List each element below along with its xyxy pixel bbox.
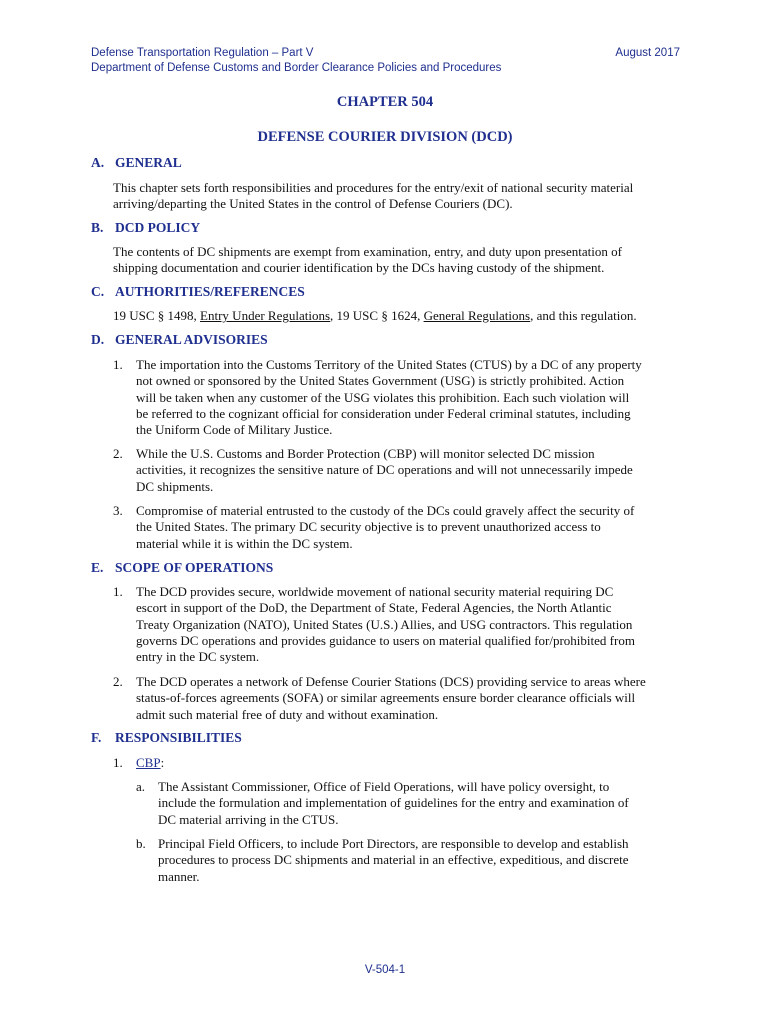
section-f-heading [91, 730, 242, 746]
list-number: 3. [113, 503, 123, 518]
text-line: admit such material free of duty and without examination. [136, 706, 439, 722]
text-line: include the formulation and implementation of guidelines for the entry and examination of [158, 795, 629, 811]
text-line: the Uniform Code of Military Justice. [136, 422, 333, 438]
text-line: The importation into the Customs Territory of the United States (CTUS) by a DC of any property [136, 357, 642, 372]
text-line: The DCD operates a network of Defense Courier Stations (DCS) providing service to areas where [136, 674, 646, 689]
section-c-heading [91, 284, 305, 300]
responsibility-subitem [158, 779, 629, 828]
text-line: the United States. The primary DC security objective is to prevent unauthorized access to [136, 519, 601, 535]
text-line: DC material arriving in the CTUS. [158, 811, 339, 827]
section-title: SCOPE OF OPERATIONS [115, 560, 274, 575]
header-date: August 2017 [615, 47, 680, 59]
text-line: DC shipments. [136, 478, 214, 494]
text-fragment: : [160, 755, 165, 770]
section-title: AUTHORITIES/REFERENCES [115, 284, 305, 299]
text-fragment: 19 USC § 1498, [113, 308, 201, 323]
list-number: 1. [113, 584, 123, 599]
scope-item [136, 674, 646, 723]
header-regulation-title: Defense Transportation Regulation – Part V [91, 47, 314, 59]
page-number: V-504-1 [364, 964, 406, 976]
section-b-text [113, 244, 622, 277]
section-title: GENERAL ADVISORIES [115, 332, 268, 347]
list-number: 2. [113, 674, 123, 689]
list-number: 2. [113, 446, 123, 461]
text-line: will be taken when any customer of the USG violates this prohibition. Each such violation will [136, 389, 630, 405]
section-d-heading [91, 332, 268, 348]
section-title: GENERAL [115, 155, 182, 170]
section-title: RESPONSIBILITIES [115, 730, 242, 745]
text-line: Compromise of material entrusted to the custody of the DCs could gravely affect the security of [136, 503, 635, 518]
text-line: not owned or sponsored by the United States Government (USG) is strictly prohibited. Action [136, 373, 625, 389]
text-line: be referred to the cognizant official for consideration under Federal criminal statutes, including [136, 405, 631, 421]
chapter-title: DEFENSE COURIER DIVISION (DCD) [257, 129, 513, 145]
section-a-heading [91, 155, 182, 171]
general-regulations-link[interactable]: General Regulations [423, 308, 531, 323]
section-a-text [113, 180, 633, 213]
responsibility-subitem [158, 836, 629, 885]
text-line: The DCD provides secure, worldwide movement of national security material requiring DC [136, 584, 614, 599]
text-line: status-of-forces agreements (SOFA) or similar agreements ensure border clearance officials will [136, 690, 636, 706]
text-line: The contents of DC shipments are exempt from examination, entry, and duty upon presentation of [113, 244, 622, 259]
section-title: DCD POLICY [115, 220, 201, 235]
text-line: Treaty Organization (NATO), United States (U.S.) Allies, and USG contractors. This regulation [136, 616, 633, 632]
sub-item-letter: a. [136, 779, 146, 794]
cbp-link[interactable]: CBP [136, 755, 161, 770]
text-line: manner. [158, 868, 200, 884]
section-c-text [113, 308, 637, 324]
chapter-number: CHAPTER 504 [336, 94, 434, 110]
text-line: entry in the DC system. [136, 649, 260, 665]
scope-item [136, 584, 635, 665]
text-line: Principal Field Officers, to include Port Directors, are responsible to develop and establish [158, 836, 629, 851]
text-line: shipping documentation and courier identification by the DCs having custody of the shipment. [113, 260, 605, 276]
text-line: material while it is within the DC system. [136, 535, 353, 551]
entry-under-regulations-link[interactable]: Entry Under Regulations [200, 308, 331, 323]
section-letter: A. [91, 155, 105, 170]
text-line: arriving/departing the United States in the control of Defense Couriers (DC). [113, 196, 513, 212]
section-letter: E. [91, 560, 104, 575]
section-letter: D. [91, 332, 105, 347]
text-line: activities, it recognizes the sensitive nature of DC operations and will not unnecessarily impede [136, 462, 633, 478]
text-line: This chapter sets forth responsibilities and procedures for the entry/exit of national security material [113, 180, 634, 195]
advisory-item [136, 446, 633, 495]
text-line: procedures to process DC shipments and material in an effective, expeditious, and discrete [158, 852, 629, 868]
section-letter: F. [91, 730, 102, 745]
text-line: escort in support of the DoD, the Department of State, Federal Agencies, the North Atlantic [136, 600, 612, 616]
text-line: The Assistant Commissioner, Office of Field Operations, will have policy oversight, to [158, 779, 610, 794]
advisory-item [136, 357, 642, 438]
responsibility-item [136, 755, 164, 771]
sub-item-letter: b. [136, 836, 146, 851]
text-fragment: , and this regulation. [530, 308, 637, 323]
text-line: While the U.S. Customs and Border Protection (CBP) will monitor selected DC mission [136, 446, 595, 461]
text-line: governs DC operations and provides guidance to users on material qualified for/prohibited from [136, 632, 635, 648]
text-line [136, 755, 164, 771]
text-line [113, 308, 637, 324]
section-letter: B. [91, 220, 104, 235]
list-number: 1. [113, 755, 123, 770]
text-fragment: , 19 USC § 1624, [330, 308, 424, 323]
section-b-heading [91, 220, 200, 236]
list-number: 1. [113, 357, 123, 372]
header-department: Department of Defense Customs and Border Clearance Policies and Procedures [91, 62, 502, 74]
section-e-heading [91, 560, 273, 576]
section-letter: C. [91, 284, 105, 299]
advisory-item [136, 503, 634, 552]
